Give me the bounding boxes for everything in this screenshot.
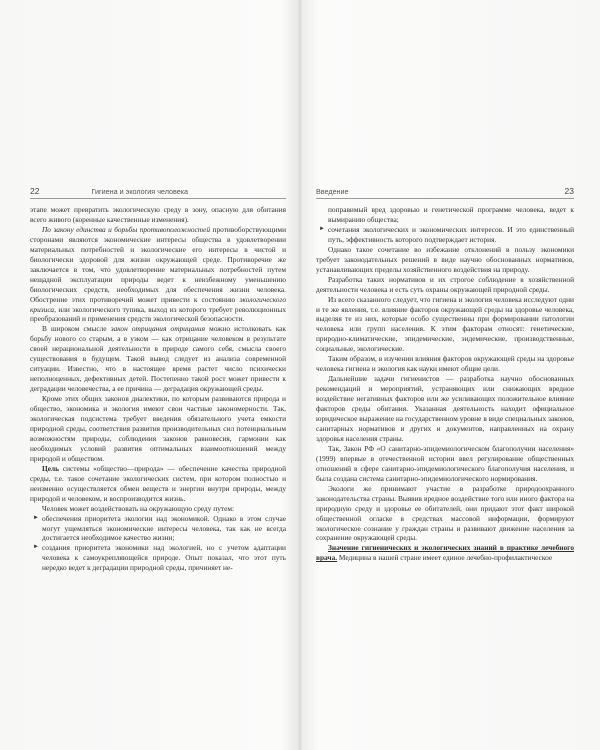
right-bullet-list	[316, 225, 574, 245]
law-unity-term: По закону единства и борьбы противоположностей	[42, 224, 211, 234]
right-page	[300, 0, 600, 750]
right-body-text	[316, 205, 574, 563]
right-running-title: Введение	[316, 187, 349, 196]
left-paragraph-1: этапе может превратить экологическую среду в зону, опасную для обитания всего живого (коренные качественные изменения).	[30, 205, 286, 224]
list-item: ► обеспечения приоритета экологии над экономикой. Однако в этом случае могут ущемляться экономические интересы человека, так как не всегда достигается необходимое качество жизни;	[33, 513, 286, 543]
left-running-title: Гигиена и экология человека	[91, 187, 188, 196]
left-page-number: 22	[30, 186, 40, 196]
bullet-arrow-icon: ►	[33, 544, 39, 551]
right-paragraph-3: Разработка таких нормативов и их строгое соблюдение в хозяйственной деятельности человека и есть суть охраны окружающей природной среды.	[316, 274, 574, 294]
right-paragraph-2: Однако такое сочетание во избежание отклонений в пользу экономики требует законодательных решений в виде научно обоснованных нормативов, устанавливающих пределы хозяйственного воздействия на природу.	[316, 244, 574, 274]
law-negation-term: закон отрицания отрицания	[110, 324, 206, 334]
right-paragraph-6: Дальнейшие задачи гигиенистов — разработка научно обоснованных рекомендаций и мероприятий, устраняющих или снижающих вредное воздействие негативных факторов или же усиливающих положительное влияние факторов среды обитания. Указанная деятельность находит официальное юридическое выражение на государственном уровне в виде специальных законов, санитарных нормативов и других и документов, направленных на охрану здоровья населения страны.	[316, 374, 574, 443]
right-paragraph-1: поправимый вред здоровью и генетической программе человека, ведет к вымиранию общества;	[328, 205, 574, 224]
right-paragraph-4: Из всего сказанного следует, что гигиена и экология человека исследуют одни и те же явления, т.е. влияние факторов окружающей среды на здоровье человека, выделяя те из них, которые особо существенны при формировании патологии человека или групп населения. К этим факторам относят: генетические, природно-климатические, эпидемические, эндемические, производственные, социальные, экологические.	[316, 294, 574, 354]
left-running-head	[30, 186, 286, 199]
left-paragraph-6: Человек может воздействовать на окружающую среду путем:	[42, 503, 235, 513]
left-paragraph-5: Цель системы «общество—природа» — обеспечение качества природной среды, т.е. такое сочетание экологических систем, при котором полностью и неизменно осуществляется обмен веществ и энергии внутри природы, между природой и человеком, и воспроизводится жизнь.	[30, 463, 286, 503]
right-paragraph-5: Таким образом, в изучении влияния факторов окружающей среды на здоровье человека гигиена и экология как науки имеют общие цели.	[316, 354, 574, 374]
goal-term: Цель	[42, 463, 59, 473]
left-body-text	[30, 205, 286, 573]
section-heading-inline: Значение гигиенических и экологических знаний в практике лечебного врача.	[316, 543, 574, 563]
ecological-crisis-term: экологического кризиса	[30, 294, 286, 314]
right-paragraph-8: Экологи же принимают участие в разработке природоохранного законодательства страны. Выявив вредное воздействие того или иного фактора на природную среду и здоровье ее обитателей, они придают этот факт широкой общественной огласке в средствах массовой информации, формируют экологическое сознание у граждан страны и развивают движение населения за сохранение окружающей среды.	[316, 483, 574, 543]
right-running-head	[316, 186, 574, 199]
list-item: ► создания приоритета экономики над экологией, но с учетом адаптации человека к самоукрепляющейся природе. Опыт показал, что этот путь нередко ведет к деградации природной среды, причиняет не-	[33, 543, 286, 573]
right-paragraph-7: Так, Закон РФ «О санитарно-эпидемиологическом благополучии населения» (1999) впервые в отечественной истории ввел регулирование общественных отношений в сфере санитарно-эпидемиологического благополучия населения, и была создана система санитарно-эпидемиологического нормирования.	[316, 443, 574, 483]
left-paragraph-4: Кроме этих общих законов диалектики, по которым развиваются природа и общество, экономика и экология имеют свои частные закономерности. Так, экологическая подсистема требует введения обязательного учета емкости природной среды, соответствия развития производительных сил потенциальным возможностям природы, соблюдения законов равновесия, гармонии как необходимых условий развития оптимальных взаимоотношений между природой и обществом.	[30, 394, 286, 463]
right-page-number: 23	[564, 186, 574, 196]
bullet-arrow-icon: ►	[33, 514, 39, 521]
bullet-arrow-icon: ►	[319, 225, 325, 232]
list-item: ► сочетания экологических и экономических интересов. И это единственный путь, эффективность которого подтверждает история.	[319, 224, 574, 244]
left-paragraph-3: В широком смысле закон отрицания отрицания можно истолковать как борьбу нового со старым, а в узком — как отрицание человеком в результате своей нерациональной деятельности в природе самого себя, смысла своего существования в будущем. Такой вывод следует из анализа современной ситуации. Известно, что в настоящее время растет число психически неполноценных, дефективных детей. Постепенно такой рост может привести к деградации человечества, а ее причина — деградация окружающей среды.	[30, 324, 286, 394]
left-paragraph-2: По закону единства и борьбы противоположностей противоборствующими сторонами являются экономические интересы общества в удовлетворении материальных потребностей и экологические его интересы в чистой и биологически здоровой для жизни окружающей среде. Противоречие же заключается в том, что удовлетворение материальных потребностей путем нещадной эксплуатации природы ведет к неизбежному уменьшению биологических средств, необходимых для обеспечения жизни человека. Обострение этих противоречий может привести к состоянию экологического кризиса, или экологического тупика, выход из которого требует революционных преобразований и применения средств экологической безопасности.	[30, 224, 287, 324]
left-bullet-list	[30, 514, 286, 574]
right-paragraph-9: Значение гигиенических и экологических знаний в практике лечебного врача. Медицина в нашей стране имеет единое лечебно-профилактическое	[316, 543, 574, 563]
